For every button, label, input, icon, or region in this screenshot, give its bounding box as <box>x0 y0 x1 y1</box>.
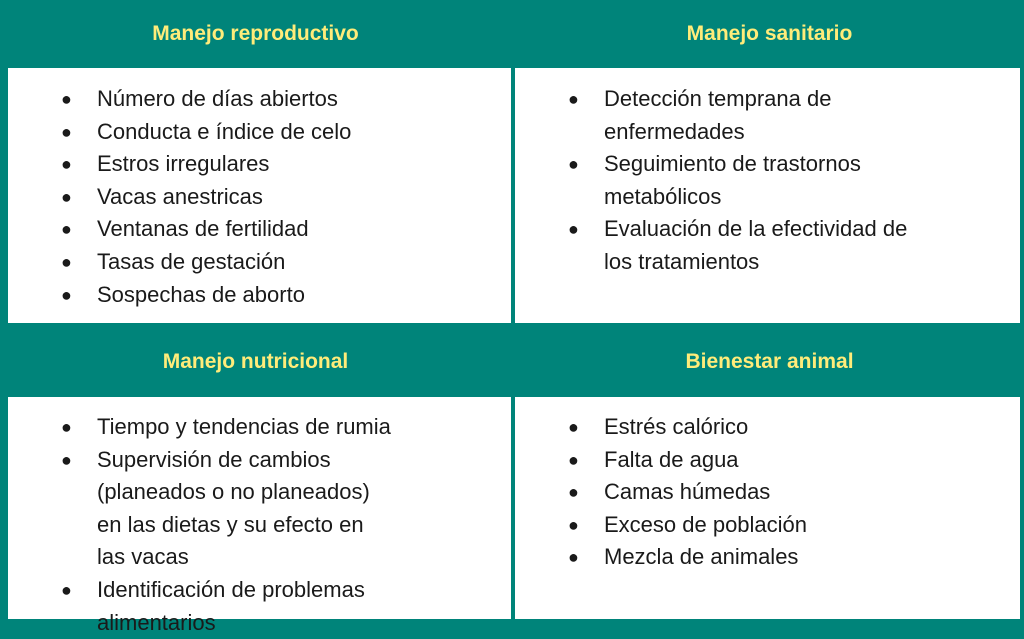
item-list <box>8 411 511 639</box>
header-manejo-nutricional <box>0 327 511 397</box>
bullet-icon: ● <box>61 284 72 305</box>
header-manejo-reproductivo <box>0 0 511 68</box>
list-item: ● Tiempo y tendencias de rumia <box>8 411 397 444</box>
header-manejo-sanitario <box>515 0 1024 68</box>
list-item: ● Estros irregulares <box>8 148 397 181</box>
list-item: ● Número de días abiertos <box>8 83 397 116</box>
list-item: ● Identificación de problemas alimentarios <box>8 574 397 639</box>
bullet-icon: ● <box>568 514 579 535</box>
bullet-icon: ● <box>61 579 72 600</box>
bullet-icon: ● <box>568 547 579 568</box>
item-list <box>515 411 1020 574</box>
bullet-icon: ● <box>61 186 72 207</box>
bullet-icon: ● <box>568 154 579 175</box>
list-item: ● Detección temprana de enfermedades <box>515 83 914 148</box>
bullet-icon: ● <box>568 89 579 109</box>
bullet-icon: ● <box>61 89 72 109</box>
bullet-icon: ● <box>61 154 72 175</box>
list-item: ● Vacas anestricas <box>8 181 397 214</box>
list-item: ● Conducta e índice de celo <box>8 116 397 149</box>
list-item: ● Falta de agua <box>515 444 914 477</box>
cell-manejo-reproductivo <box>8 68 511 323</box>
list-item: ● Sospechas de aborto <box>8 279 397 312</box>
list-item: ● Ventanas de fertilidad <box>8 213 397 246</box>
header-title: Manejo nutricional <box>162 350 349 373</box>
header-title: Manejo sanitario <box>686 22 853 45</box>
cell-manejo-sanitario <box>515 68 1020 323</box>
item-list <box>8 83 511 311</box>
cell-manejo-nutricional <box>8 397 511 635</box>
bullet-icon: ● <box>61 449 72 470</box>
bullet-icon: ● <box>568 417 579 437</box>
list-item: ● Mezcla de animales <box>515 541 914 574</box>
bullet-icon: ● <box>61 251 72 272</box>
bullet-icon: ● <box>61 121 72 142</box>
bullet-icon: ● <box>61 417 72 437</box>
bullet-icon: ● <box>61 219 72 240</box>
list-item: ● Supervisión de cambios (planeados o no planeados) en las dietas y su efecto en las vacas <box>8 444 397 574</box>
item-list <box>515 83 1020 279</box>
list-item: ● Evaluación de la efectividad de los tratamientos <box>515 213 914 278</box>
header-title: Manejo reproductivo <box>152 22 359 45</box>
list-item: ● Seguimiento de trastornos metabólicos <box>515 148 914 213</box>
list-item: ● Tasas de gestación <box>8 246 397 279</box>
bullet-icon: ● <box>568 449 579 470</box>
header-title: Bienestar animal <box>685 350 854 373</box>
list-item: ● Estrés calórico <box>515 411 914 444</box>
bullet-icon: ● <box>568 219 579 240</box>
cell-bienestar-animal <box>515 397 1020 619</box>
list-item: ● Exceso de población <box>515 509 914 542</box>
bullet-icon: ● <box>568 482 579 503</box>
list-item: ● Camas húmedas <box>515 476 914 509</box>
header-bienestar-animal <box>515 327 1024 397</box>
